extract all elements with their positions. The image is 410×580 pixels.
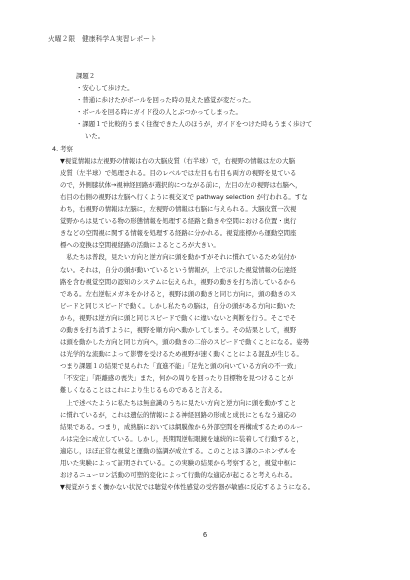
- discussion-line: 難しくなることはこれにより生じるものであると言える。: [60, 386, 227, 395]
- discussion-line: 上で述べたように私たちは無意識のうちに見たい方向と逆方向に頭を動かすこと: [60, 398, 297, 407]
- discussion-line: 「不安定」「距離感の喪失」また，何かの周りを回ったり目標物を見つけることが: [60, 374, 294, 383]
- discussion-line: きなどの空間視に関する情報を処理する経路に分かれる。視覚座標から運動空間座: [60, 229, 297, 238]
- task2-item: ・普通に歩けたがボールを回った時の見えた感覚が変だった。: [76, 96, 255, 105]
- task2-item: ・課題１で比較的うまく往復できた人のほうが，ガイドをつけた時もうまく歩けて: [76, 120, 313, 129]
- section-heading: 4. 考察: [52, 144, 73, 153]
- discussion-line: の動きを打ち消すように，視野を順方向へ動かしてしまう。その結果として，視野: [60, 325, 297, 334]
- discussion-line: おけるニューロン活動の可塑的変化によって行動的な適応が起こると考えられる。: [60, 471, 297, 480]
- discussion-line: である。左右逆転メガネをかけると，視野は頭の動きと同じ方向に，頭の動きのス: [60, 289, 297, 298]
- discussion-line: 適応し，ほぼ正常な視覚と運動の協調が成立する。このことは３課のニホンザルを: [60, 446, 297, 455]
- discussion-line: に慣れているが，これは遺伝的情報による神経回路の形成と成長にともなう適応の: [60, 410, 297, 419]
- discussion-line: ▼視覚情報は左視野の情報は右の大脳皮質（右半球）で，右視野の情報は左の大脳: [60, 156, 295, 165]
- task2-heading: 課題２: [76, 72, 96, 80]
- discussion-line: ルは完全に成立している。しかし，長期間逆転眼鏡を連続的に装着して行動すると，: [60, 434, 303, 443]
- discussion-line: ない。それは，自分の頭が動いているという情報が，上で示した視覚情報の伝達経: [60, 265, 297, 274]
- task2-item-continuation: いた。: [85, 132, 105, 141]
- discussion-line: 私たちは普段，見たい方向と逆方向に頭を動かすがそれに慣れているため気付か: [60, 253, 297, 262]
- discussion-line: から，視野は逆方向に頭と同じスピードで動くに違いないと判断を行う。そこでそ: [60, 313, 297, 322]
- page-number: 6: [202, 531, 208, 539]
- page-header: 火曜２限 健康科学Ａ実習レポート: [48, 35, 157, 43]
- discussion-line: は光学的な流動によって影響を受けるため視野が速く動くことによる混乱が生じる。: [60, 350, 303, 359]
- task2-item: ・安心して歩けた。: [76, 84, 134, 93]
- discussion-body: [52, 155, 370, 494]
- discussion-line: 覚野からは見ている物の形態情報を処理する経路と動きや空間における位置・奥行: [60, 217, 297, 226]
- discussion-line: 用いた実験によって証明されている。この実験の結果から考察すると，視覚中枢に: [60, 459, 297, 467]
- discussion-line: は頭を動かした方向と同じ方向へ，頭の動きの二倍のスピードで動くことになる。姿勢: [60, 338, 309, 347]
- discussion-line: ▼視覚がうまく働かない状況では聴覚や体性感覚の受容器が敏感に反応するようになる。: [60, 483, 315, 492]
- task2-item: ・ボールを回る時にガイド役の人とぶつかってしまった。: [76, 108, 242, 117]
- discussion-line: 皮質（左半球）で処理される。目のレベルでは左目も右目も両方の視野を見ている: [60, 168, 297, 177]
- discussion-line: ので，外側膝状体→視神経回路が選択的につながる前に，左目の左の視野は右脳へ，: [60, 180, 302, 189]
- discussion-line: 路を含む視覚空間の認知のシステムに伝えられ，視野の動きを打ち消しているから: [60, 277, 297, 286]
- discussion-line: 標への変換は空間視経路の活動によるところが大きい。: [60, 241, 220, 250]
- discussion-line: ピードと同じスピードで動く。しかし私たちの脳は，自分の頭がある方向に動いた: [60, 301, 296, 310]
- discussion-line: つまり課題１の結果で見られた「直進不能」「足先と頭の向いている方向の不一致」: [60, 362, 300, 371]
- report-body: [52, 70, 370, 493]
- discussion-line: 右目の右側の視野は左脳へ行くように視交叉で pathway selection が行われる。すな: [60, 192, 308, 201]
- discussion-line: わち，右視野の情報は左脳に，左視野の情報は右脳に与えられる。大脳皮質一次視: [60, 205, 297, 214]
- discussion-line: 結果である。つまり，成熟脳においては網膜像から外部空間を再構成するためのルー: [60, 422, 303, 431]
